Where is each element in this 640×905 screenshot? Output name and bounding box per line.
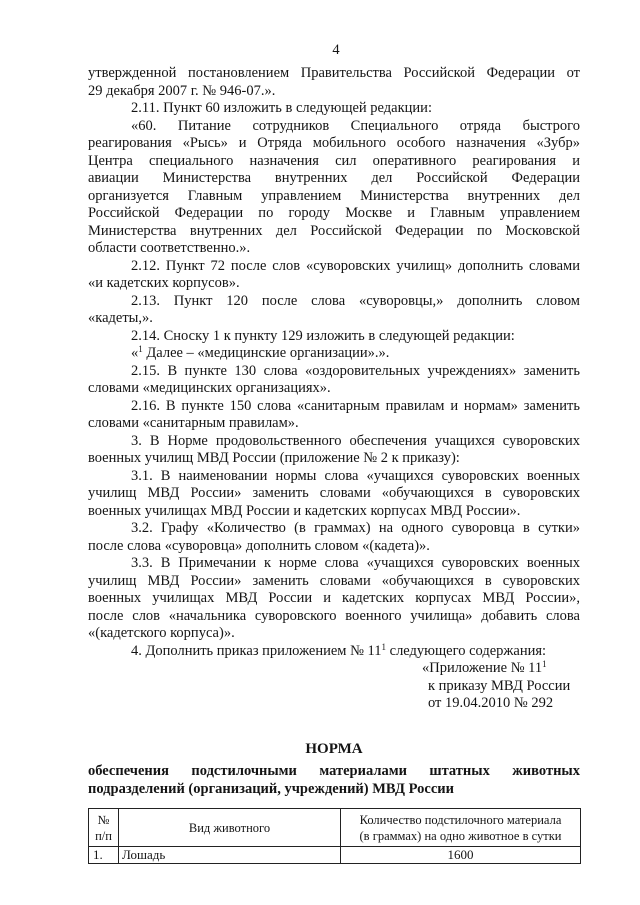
text-line: 2.12. Пункт 72 после слов «суворовских училищ» дополнить словами [131, 257, 580, 274]
table-row [89, 847, 581, 864]
footnote-text-line [88, 345, 580, 363]
header-quantity-line: (в граммах) на одно животное в сутки [359, 828, 562, 843]
text-line: училищ МВД России» заменить словами «обучающихся в суворовских [88, 485, 580, 501]
norm-title-block [88, 740, 580, 798]
paragraph-4-text: 4. Дополнить приказ приложением № 11 [131, 642, 382, 659]
text-line [88, 643, 580, 661]
text-line: военных училищах МВД России и кадетских корпусах МВД России». [88, 502, 521, 519]
row-quantity: 1600 [341, 847, 581, 864]
paragraph-2-16 [88, 398, 580, 433]
paragraph-4 [88, 643, 580, 661]
text-line: «60. Питание сотрудников Специального отряда быстрого [131, 117, 580, 134]
paragraph-3-1 [88, 468, 580, 521]
text-line: после слов «начальника суворовского военного училища» добавить слова [88, 607, 580, 624]
paragraph-2-13 [88, 293, 580, 328]
document-body [88, 65, 580, 713]
header-quantity [341, 809, 581, 847]
appendix-title [88, 660, 580, 678]
text-line: училищ МВД России» заменить словами «обучающихся в суворовских [88, 572, 580, 589]
appendix-reference [88, 660, 580, 713]
text-line: 3. В Норме продовольственного обеспечения учащихся суворовских [131, 432, 580, 449]
norm-subtitle [88, 762, 580, 798]
header-number [89, 809, 119, 847]
text-line: Центра специального назначения сил оперативного реагирования и [88, 152, 580, 169]
header-number-symbol: № [97, 812, 110, 827]
text-line: 3.2. Графу «Количество (в граммах) на одного суворовца в сутки» [131, 520, 580, 536]
text-line: «и кадетских корпусов». [88, 275, 240, 291]
paragraph-item-60 [88, 118, 580, 258]
text-line: Министерства внутренних дел Российской Федерации по Московской [88, 222, 580, 239]
header-animal: Вид животного [119, 809, 341, 847]
text-line: «кадеты,». [88, 310, 153, 326]
text-line: утвержденной постановлением Правительства Российской Федерации от [88, 65, 580, 81]
text-line: военных училищах МВД России и кадетских корпусах МВД России», [88, 590, 580, 606]
text-line: 2.14. Сноску 1 к пункту 129 изложить в следующей редакции: [131, 327, 515, 344]
header-number-abbr: п/п [95, 828, 112, 843]
text-line: 3.1. В наименовании нормы слова «учащихся суворовских военных [131, 467, 580, 484]
row-number: 1. [89, 847, 119, 864]
text-line: 2.16. В пункте 150 слова «санитарным правилам и нормам» заменить [131, 397, 580, 414]
paragraph-continuation [88, 65, 580, 100]
paragraph-3-2 [88, 520, 580, 555]
footnote-quote-open: « [131, 345, 139, 361]
footnote-marker: 1 [138, 344, 143, 354]
footnote-text: Далее – «медицинские организации».». [142, 345, 390, 361]
paragraph-3-3 [88, 555, 580, 643]
paragraph-4-text-end: следующего содержания: [386, 642, 547, 659]
norm-table [88, 808, 581, 864]
text-line: 29 декабря 2007 г. № 946-07.». [88, 82, 276, 99]
text-line: военных училищ МВД России (приложение № 2 к приказу): [88, 450, 460, 466]
norm-heading: НОРМА [305, 741, 363, 757]
text-line: реагирования «Рысь» и Отряда мобильного особого назначения «Зубр» [88, 135, 580, 151]
table-header-row [89, 809, 581, 847]
paragraph-3 [88, 433, 580, 468]
appendix-order-ref: к приказу МВД России [428, 677, 571, 694]
norm-subtitle-line: обеспечения подстилочными материалами штатных животных [88, 763, 580, 779]
text-line: 3.3. В Примечании к норме слова «учащихся суворовских военных [131, 555, 580, 571]
row-animal: Лошадь [119, 847, 341, 864]
text-line: авиации Министерства внутренних дел Российской Федерации [88, 170, 580, 186]
text-line: Российской Федерации по городу Москве и Главным управлением [88, 205, 580, 221]
paragraph-2-15 [88, 363, 580, 398]
appendix-title-text: «Приложение № 11 [422, 660, 543, 676]
norm-subtitle-line: подразделений (организаций, учреждений) МВД России [88, 781, 454, 797]
paragraph-2-12 [88, 258, 580, 293]
text-line: организуется Главным управлением Министерства внутренних дел [88, 187, 580, 204]
text-line: 2.13. Пункт 120 после слова «суворовцы,» дополнить словом [131, 292, 580, 309]
text-line: после слова «суворовца» дополнить словом «(кадета)». [88, 537, 430, 554]
appendix-superscript: 1 [381, 641, 387, 652]
text-line: словами «медицинских организациях». [88, 380, 331, 396]
appendix-title-superscript: 1 [542, 659, 547, 669]
page-number: 4 [332, 42, 340, 58]
paragraph-2-14 [88, 328, 580, 363]
text-line: 2.15. В пункте 130 слова «оздоровительных учреждениях» заменить [131, 362, 580, 379]
header-quantity-line: Количество подстилочного материала [359, 812, 562, 827]
text-line: области соответственно.». [88, 240, 251, 256]
text-line: 2.11. Пункт 60 изложить в следующей редакции: [131, 100, 432, 116]
appendix-order-date: от 19.04.2010 № 292 [428, 695, 554, 711]
paragraph-2-11 [88, 100, 580, 118]
text-line: «(кадетского корпуса)». [88, 625, 235, 641]
text-line: словами «санитарным правилам». [88, 415, 299, 431]
